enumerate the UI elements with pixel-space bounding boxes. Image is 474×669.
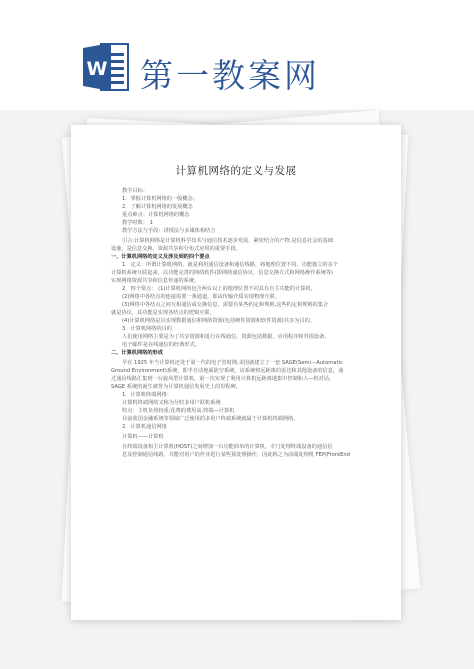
document-line: 一、计算机网络的定义及涉及到的四个要点 — [111, 254, 210, 260]
document-page — [71, 125, 401, 620]
document-line: 2．四个要点： (1)计算机网络包含两台以上的地理位置不同具有自主功能的计算机。 — [122, 286, 316, 292]
document-line: (2)网络中各结点的连接需要一条通道，即由传输介质实现物理互联。 — [122, 294, 280, 300]
document-line: Ground Environment)系统，即半自动地面防空系统，该系统将远距离的雷达和其他设备的信息，通 — [111, 368, 344, 374]
document-line: 2．计算机通信网络 — [122, 424, 167, 430]
document-line: 1．计算机终端网络： — [122, 392, 172, 398]
document-line: 1．掌握计算机网络的一般概念； — [122, 196, 198, 202]
word-logo-letter: W — [86, 58, 108, 80]
document-line: 人们使用网络主要是为了共享资源和进行在线通信，资源包括数据、应用程序和外围设备， — [122, 334, 330, 340]
document-line: SAGE 系统的诞生被誉为计算机通信发展史上的里程碑。 — [111, 384, 241, 390]
document-line: 电子邮件是在线通信的经典形式。 — [122, 342, 200, 348]
document-title: 计算机网络的定义与发展 — [175, 165, 297, 177]
document-line: 1．定义：所谓计算机网络，就是利用通信设备和通信线路，将地理位置不同、功能独立的多个 — [122, 262, 338, 268]
document-line: 息及控制通信线路，并能对用户的作业进行某些预处理操作，因此称之为前端处理机 FEP(FrontEnd — [122, 452, 350, 458]
document-line: 早在 1925 年当计算机还处于第一代的电子管时期,美国就建立了一套 SAGE(Semi—Automatic — [122, 360, 343, 366]
document-line: 设施，是信息交换、资源共享和分布式应用的重要手段。 — [111, 246, 241, 252]
document-line: 3．计算机网络的目的 — [122, 326, 172, 332]
banner — [0, 0, 474, 120]
document-line: 教学方法与手段：讲授法与多媒体相结合 — [122, 228, 216, 234]
document-line: 实现网络资源共享和信息传递的系统。 — [111, 278, 200, 284]
document-line: 教学目标： — [122, 188, 148, 194]
document-line: 过通信线路汇集到一台旋风型计算机，第一次实现了利用计算机远距离地集中控制和人—机对话， — [111, 376, 335, 382]
document-line: 计算机——计算机 — [122, 434, 164, 440]
site-title[interactable]: 第一教案网 — [140, 56, 320, 95]
document-line: (3)网络中各结点之间互相通信或交换信息，需要有某些约定和规则,这些约定和规则的集合 — [122, 302, 329, 308]
document-line: 计算机终端网络又称为分时多用户联机系统 — [122, 400, 221, 406]
document-line: 计算机系统互联起来，以功能完善的网络软件(即网络通信协议，信息交换方式和网络操作系统等) — [111, 270, 333, 276]
document-line: 在终端设备和主计算机(HOST)之间增加一台功能简单的计算机，专门处理终端设备的通信信 — [122, 444, 333, 450]
document-line: 二、计算机网络的形成 — [111, 350, 163, 356]
document-line: 2．了解计算机网络的发展概念 — [122, 204, 193, 210]
document-line: 就是协议，其功能是实现各结点的逻辑互联。 — [111, 310, 215, 316]
document-line: 教学时数： 1 — [122, 220, 153, 226]
document-body — [111, 187, 361, 459]
document-line: 重点难点：计算机网络的概念 — [122, 212, 190, 218]
document-line: 目前我国金融系统等领域广泛使用的多用户终端系统就属于计算机终端网络。 — [122, 416, 299, 422]
document-line: (4)计算机网络是以实现数据通信和网络资源(包括硬件资源和软件资源)共享为目的。 — [122, 318, 315, 324]
document-line: 引言:计算机网络是计算机科学技术与通信技术逐步发展、紧密结合的产物,是信息社会的基础 — [122, 238, 333, 244]
document-line: 特点：主机负荷较重;花费的费用高,终端—计算机 — [122, 408, 235, 414]
word-icon — [83, 42, 129, 92]
